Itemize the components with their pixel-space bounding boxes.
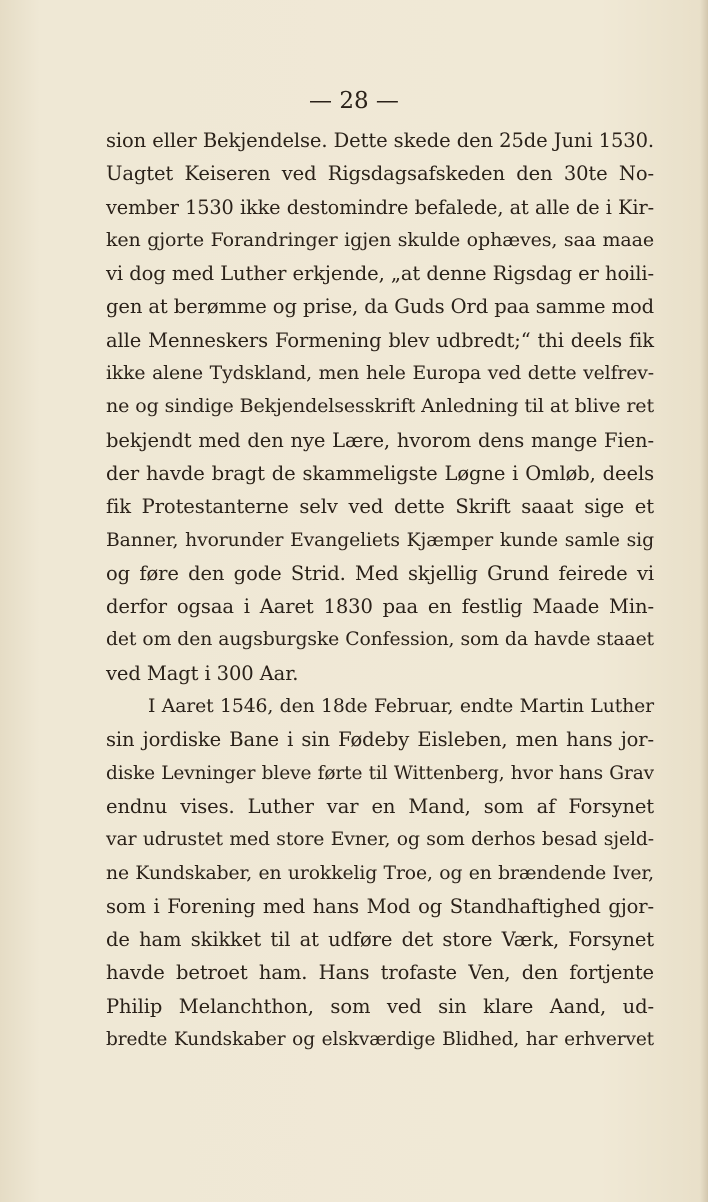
body-text bbox=[106, 124, 654, 1056]
text-line: de ham skikket til at udføre det store Værk, Forsynet bbox=[106, 928, 654, 952]
text-line: det om den augsburgske Confession, som da havde staaet bbox=[106, 629, 654, 651]
text-line: bredte Kundskaber og elskværdige Blidhed, har erhvervet bbox=[106, 1029, 654, 1051]
page-edge-shadow bbox=[700, 0, 708, 1202]
text-line: havde betroet ham. Hans trofaste Ven, den fortjente bbox=[106, 961, 654, 985]
text-line: ne og sindige Bekjendelsesskrift Anledning til at blive ret bbox=[106, 395, 654, 418]
text-line: Philip Melanchthon, som ved sin klare Aand, ud- bbox=[106, 994, 654, 1018]
text-line: der havde bragt de skammeligste Løgne i Omløb, deels bbox=[106, 461, 654, 485]
paragraph-start-line: I Aaret 1546, den 18de Februar, endte Martin Luther bbox=[148, 696, 654, 718]
text-line: alle Menneskers Formening blev udbredt;“ thi deels fik bbox=[106, 328, 654, 352]
text-line: og føre den gode Strid. Med skjellig Grund feirede vi bbox=[106, 561, 654, 585]
paragraph-end-line: ved Magt i 300 Aar. bbox=[106, 661, 299, 685]
text-line: Uagtet Keiseren ved Rigsdagsafskeden den 30te No- bbox=[106, 162, 654, 186]
text-line: ne Kundskaber, en urokkelig Troe, og en brændende Iver, bbox=[106, 862, 654, 884]
text-line: fik Protestanterne selv ved dette Skrift saaat sige et bbox=[106, 495, 654, 519]
text-line: ikke alene Tydskland, men hele Europa ved dette velfrev- bbox=[106, 363, 654, 385]
text-line: vi dog med Luther erkjende, „at denne Rigsdag er hoili- bbox=[106, 262, 654, 286]
text-line: derfor ogsaa i Aaret 1830 paa en festlig Maade Min- bbox=[106, 595, 654, 619]
page-number: — 28 — bbox=[309, 88, 399, 114]
text-line: ken gjorte Forandringer igjen skulde ophæves, saa maae bbox=[106, 228, 654, 251]
text-line: Banner, hvorunder Evangeliets Kjæmper kunde samle sig bbox=[106, 529, 654, 551]
text-line: diske Levninger bleve førte til Wittenberg, hvor hans Grav bbox=[106, 762, 654, 784]
text-line: vember 1530 ikke destomindre befalede, at alle de i Kir- bbox=[106, 195, 654, 219]
text-line: var udrustet med store Evner, og som derhos besad sjeld- bbox=[106, 829, 654, 851]
text-line: bekjendt med den nye Lære, hvorom dens mange Fien- bbox=[106, 428, 654, 452]
text-line: sin jordiske Bane i sin Fødeby Eisleben, men hans jor- bbox=[106, 728, 654, 752]
text-line: som i Forening med hans Mod og Standhaftighed gjor- bbox=[106, 894, 654, 918]
text-line: endnu vises. Luther var en Mand, som af Forsynet bbox=[106, 794, 654, 818]
text-line: sion eller Bekjendelse. Dette skede den 25de Juni 1530. bbox=[106, 129, 654, 152]
text-line: gen at berømme og prise, da Guds Ord paa samme mod bbox=[106, 295, 654, 319]
